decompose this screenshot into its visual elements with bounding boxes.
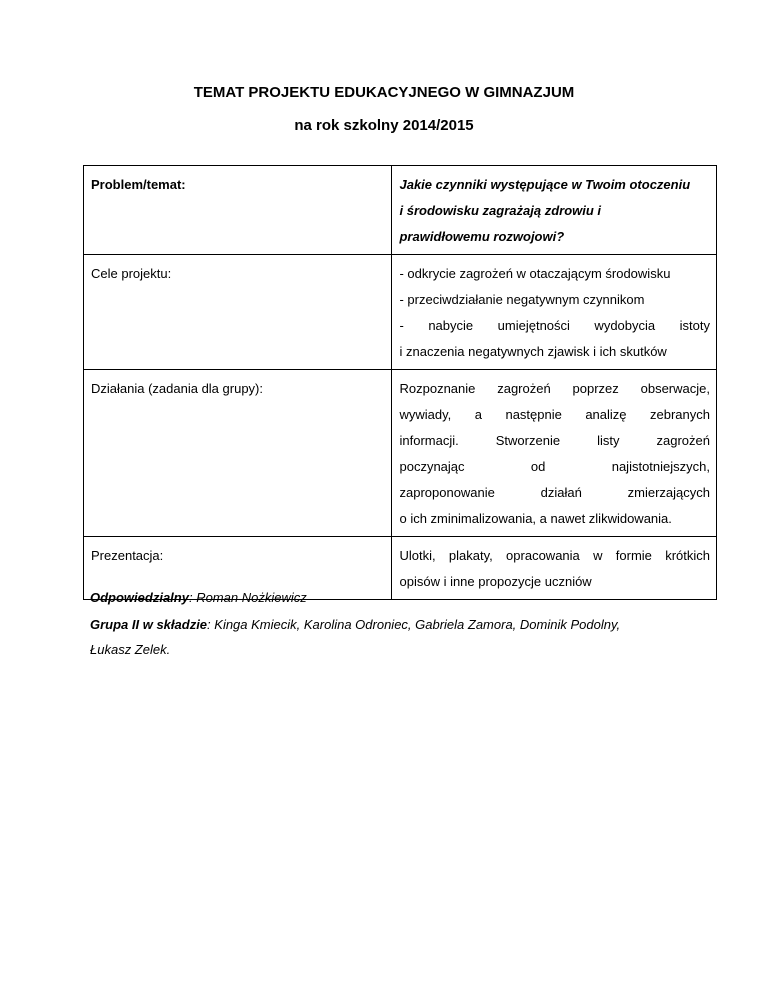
table-row-problem bbox=[84, 166, 717, 255]
presentation-line: opisów i inne propozycje uczniów bbox=[399, 574, 592, 589]
group-line bbox=[90, 617, 710, 632]
problem-line: Jakie czynniki występujące w Twoim otoczeniu bbox=[399, 177, 691, 192]
actions-value bbox=[392, 370, 717, 537]
group-line-continued: Łukasz Zelek. bbox=[90, 642, 171, 657]
problem-line: i środowisku zagrażają zdrowiu i bbox=[399, 203, 602, 218]
page-title: TEMAT PROJEKTU EDUKACYJNEGO W GIMNAZJUM bbox=[193, 84, 575, 101]
goal-item: - odkrycie zagrożeń w otaczającym środowisku bbox=[399, 266, 671, 281]
presentation-label: Prezentacja: bbox=[84, 537, 392, 600]
problem-value bbox=[392, 166, 717, 255]
responsible-line bbox=[90, 590, 710, 605]
group-value: : Kinga Kmiecik, Karolina Odroniec, Gabriela Zamora, Dominik Podolny, bbox=[207, 617, 621, 632]
goals-label: Cele projektu: bbox=[84, 255, 392, 370]
actions-label: Działania (zadania dla grupy): bbox=[84, 370, 392, 537]
goal-item: - przeciwdziałanie negatywnym czynnikom bbox=[399, 292, 645, 307]
project-table bbox=[83, 165, 717, 600]
goal-item: - nabycie umiejętności wydobycia istoty bbox=[399, 318, 710, 333]
actions-line: poczynając od najistotniejszych, bbox=[399, 459, 710, 474]
table-row-goals bbox=[84, 255, 717, 370]
group-label: Grupa II w składzie bbox=[90, 617, 208, 632]
goals-value bbox=[392, 255, 717, 370]
presentation-line: Ulotki, plakaty, opracowania w formie krótkich bbox=[399, 548, 710, 563]
actions-line: informacji. Stworzenie listy zagrożeń bbox=[399, 433, 710, 448]
actions-line: wywiady, a następnie analizę zebranych bbox=[399, 407, 710, 422]
actions-line: o ich zminimalizowania, a nawet zlikwidowania. bbox=[399, 511, 672, 526]
goal-item: i znaczenia negatywnych zjawisk i ich skutków bbox=[399, 344, 667, 359]
page-subtitle: na rok szkolny 2014/2015 bbox=[294, 117, 474, 134]
responsible-label: Odpowiedzialny bbox=[90, 590, 189, 605]
actions-line: zaproponowanie działań zmierzających bbox=[399, 485, 710, 500]
table-row-actions bbox=[84, 370, 717, 537]
actions-line: Rozpoznanie zagrożeń poprzez obserwacje, bbox=[399, 381, 710, 396]
problem-label: Problem/temat: bbox=[84, 166, 392, 255]
responsible-value: : Roman Nożkiewicz bbox=[188, 590, 307, 605]
problem-line: prawidłowemu rozwojowi? bbox=[399, 229, 565, 244]
